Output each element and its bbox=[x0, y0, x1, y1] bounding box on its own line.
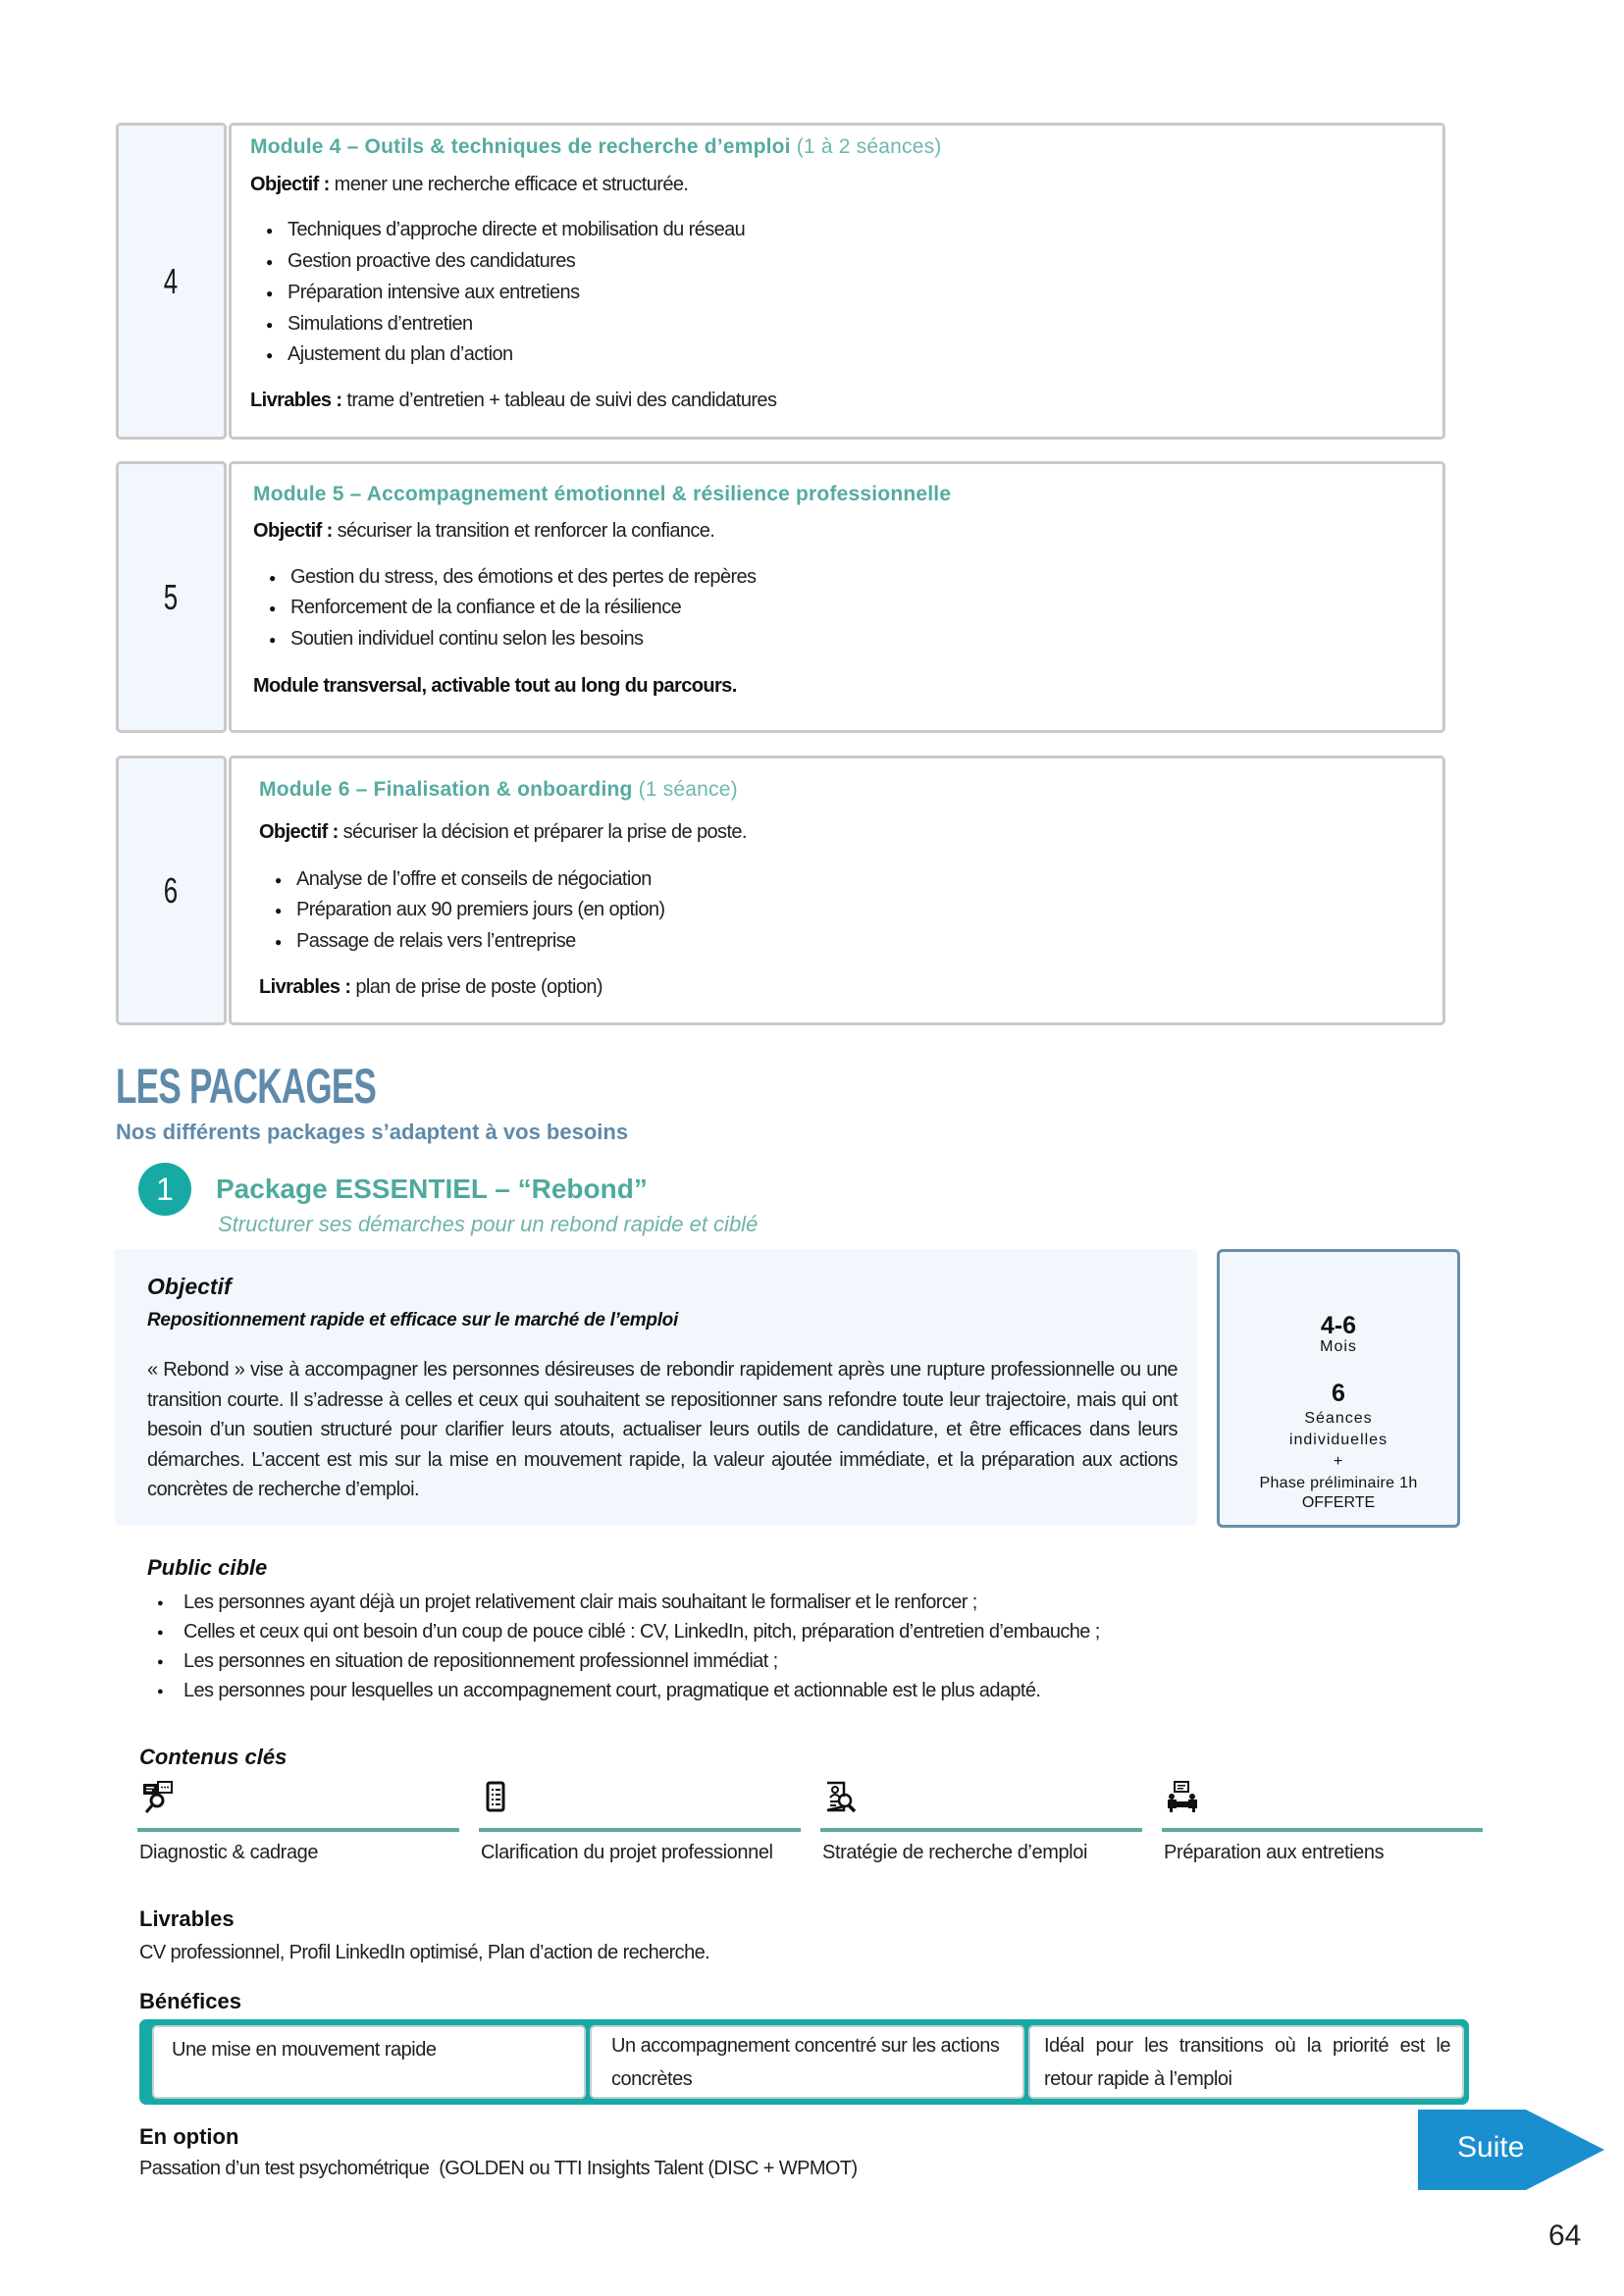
module-title-text: Module 5 – Accompagnement émotionnel & résilience professionnelle bbox=[253, 483, 952, 505]
objective-label: Objectif : bbox=[259, 821, 339, 843]
bonus-line1: Phase préliminaire 1h bbox=[1259, 1475, 1418, 1491]
content-divider bbox=[479, 1828, 801, 1832]
module-bullet: ● Ajustement du plan d’action bbox=[288, 343, 513, 366]
objective-text: sécuriser la décision et préparer la prise de poste. bbox=[338, 821, 747, 843]
package-summary-card bbox=[1217, 1249, 1460, 1528]
package-title: Package ESSENTIEL – “Rebond” bbox=[216, 1174, 648, 1204]
duration-value: 4-6 bbox=[1320, 1312, 1357, 1339]
benefit-card: Idéal pour les transitions où la priorité est le retour rapide à l’emploi bbox=[1028, 2025, 1464, 2099]
package-number-badge bbox=[138, 1163, 191, 1216]
diagnostic-search-icon bbox=[141, 1781, 175, 1814]
page-number: 64 bbox=[1548, 2219, 1582, 2252]
content-divider bbox=[1162, 1828, 1483, 1832]
module-bullet: ● Gestion du stress, des émotions et des pertes de repères bbox=[290, 566, 756, 589]
deliverables-label: Livrables : bbox=[259, 976, 351, 998]
objective-description: « Rebond » vise à accompagner les personnes désireuses de rebondir rapidement après une rupture professionnelle ou une transition courte. Il s’adresse à celles et ceux qui souhaitent se repositionner sans refondre toute leur trajectoire, mais qui ont besoin d’un soutien structuré pour clarifier leurs atouts, actualiser leurs outils de candidature, et être efficaces dans leurs démarches. L’accent est mis sur la mise en mouvement rapide, la valeur ajoutée immédiate, et la préparation aux actions concrètes de recherche d’emploi. bbox=[147, 1359, 1178, 1500]
deliverables-text: CV professionnel, Profil LinkedIn optimisé, Plan d’action de recherche. bbox=[139, 1942, 710, 1963]
module-title bbox=[259, 778, 738, 802]
module-note-text: Module transversal, activable tout au long du parcours. bbox=[253, 675, 737, 697]
contents-heading: Contenus clés bbox=[139, 1745, 288, 1769]
module-number: 5 bbox=[164, 576, 179, 617]
module-objective bbox=[250, 174, 688, 196]
public-item: ● Celles et ceux qui ont besoin d’un coup de pouce ciblé : CV, LinkedIn, pitch, préparation d’entretien d’embauche ; bbox=[183, 1621, 1100, 1644]
next-page-label: Suite bbox=[1457, 2131, 1525, 2164]
module-bullet: ● Renforcement de la confiance et de la résilience bbox=[290, 597, 681, 619]
sessions-unit-line1: Séances bbox=[1304, 1410, 1373, 1427]
content-label: Préparation aux entretiens bbox=[1164, 1842, 1385, 1863]
sessions-value: 6 bbox=[1332, 1380, 1345, 1407]
content-divider bbox=[137, 1828, 459, 1832]
module-bullet: ● Simulations d’entretien bbox=[288, 313, 473, 336]
next-page-button[interactable] bbox=[1418, 2110, 1604, 2190]
content-divider bbox=[820, 1828, 1142, 1832]
deliverables-text: plan de prise de poste (option) bbox=[350, 976, 602, 998]
module-bullet: ● Analyse de l’offre et conseils de négociation bbox=[296, 868, 652, 891]
sessions-unit-line2: individuelles bbox=[1288, 1432, 1388, 1448]
module-number: 6 bbox=[164, 869, 179, 911]
module-sessions: (1 à 2 séances) bbox=[790, 135, 942, 158]
module-bullet: ● Passage de relais vers l’entreprise bbox=[296, 930, 576, 953]
plus-sign: + bbox=[1333, 1453, 1344, 1470]
module-number: 4 bbox=[164, 260, 179, 301]
objective-text: sécuriser la transition et renforcer la confiance. bbox=[332, 520, 715, 542]
deliverables-text: trame d’entretien + tableau de suivi des candidatures bbox=[341, 390, 777, 411]
public-item: ● Les personnes en situation de repositionnement professionnel immédiat ; bbox=[183, 1650, 778, 1673]
objective-heading: Objectif bbox=[147, 1274, 232, 1299]
module-bullet: ● Techniques d’approche directe et mobilisation du réseau bbox=[288, 219, 745, 241]
module-sessions: (1 séance) bbox=[632, 778, 738, 801]
deliverables-label: Livrables : bbox=[250, 390, 342, 411]
objective-label: Objectif : bbox=[250, 174, 330, 195]
profile-search-icon bbox=[824, 1781, 858, 1814]
benefit-card: Un accompagnement concentré sur les actions concrètes bbox=[590, 2025, 1024, 2099]
module-deliverables bbox=[250, 390, 776, 412]
option-text: Passation d’un test psychométrique (GOLDEN ou TTI Insights Talent (DISC + WPMOT) bbox=[139, 2158, 858, 2179]
module-title-text: Module 6 – Finalisation & onboarding bbox=[259, 778, 633, 801]
module-bullet: ● Préparation intensive aux entretiens bbox=[288, 282, 579, 304]
module-bullet: ● Gestion proactive des candidatures bbox=[288, 250, 575, 273]
bonus-line2: OFFERTE bbox=[1301, 1494, 1376, 1511]
option-heading: En option bbox=[139, 2124, 239, 2149]
module-title bbox=[250, 135, 941, 159]
content-label: Stratégie de recherche d’emploi bbox=[822, 1842, 1087, 1863]
module-title-text: Module 4 – Outils & techniques de recherche d’emploi bbox=[250, 135, 791, 158]
module-title bbox=[253, 483, 951, 506]
objective-label: Objectif : bbox=[253, 520, 333, 542]
module-bullet: ● Soutien individuel continu selon les besoins bbox=[290, 628, 643, 651]
public-item: ● Les personnes ayant déjà un projet relativement clair mais souhaitant le formaliser et le renforcer ; bbox=[183, 1592, 977, 1614]
package-number: 1 bbox=[156, 1171, 174, 1207]
content-label: Clarification du projet professionnel bbox=[481, 1842, 773, 1863]
module-number-box bbox=[116, 756, 227, 1025]
objective-subheading: Repositionnement rapide et efficace sur le marché de l’emploi bbox=[147, 1310, 678, 1331]
duration-unit: Mois bbox=[1320, 1338, 1357, 1355]
module-number-box bbox=[116, 461, 227, 733]
module-objective bbox=[259, 821, 747, 844]
module-objective bbox=[253, 520, 714, 543]
section-heading: LES PACKAGES bbox=[116, 1059, 377, 1114]
module-number-box bbox=[116, 123, 227, 440]
section-subheading: Nos différents packages s’adaptent à vos besoins bbox=[116, 1120, 629, 1144]
checklist-document-icon bbox=[483, 1781, 516, 1814]
benefit-card: Une mise en mouvement rapide bbox=[152, 2025, 586, 2099]
module-deliverables bbox=[259, 976, 602, 999]
benefits-heading: Bénéfices bbox=[139, 1989, 241, 2013]
public-item: ● Les personnes pour lesquelles un accompagnement court, pragmatique et actionnable est le plus adapté. bbox=[183, 1680, 1040, 1702]
public-heading: Public cible bbox=[147, 1555, 268, 1580]
objective-text: mener une recherche efficace et structurée. bbox=[329, 174, 689, 195]
module-bullet: ● Préparation aux 90 premiers jours (en option) bbox=[296, 899, 664, 921]
interview-meeting-icon bbox=[1166, 1781, 1199, 1814]
deliverables-heading: Livrables bbox=[139, 1906, 235, 1931]
content-label: Diagnostic & cadrage bbox=[139, 1842, 319, 1863]
package-subtitle: Structurer ses démarches pour un rebond rapide et ciblé bbox=[218, 1212, 759, 1236]
module-note bbox=[253, 675, 737, 698]
